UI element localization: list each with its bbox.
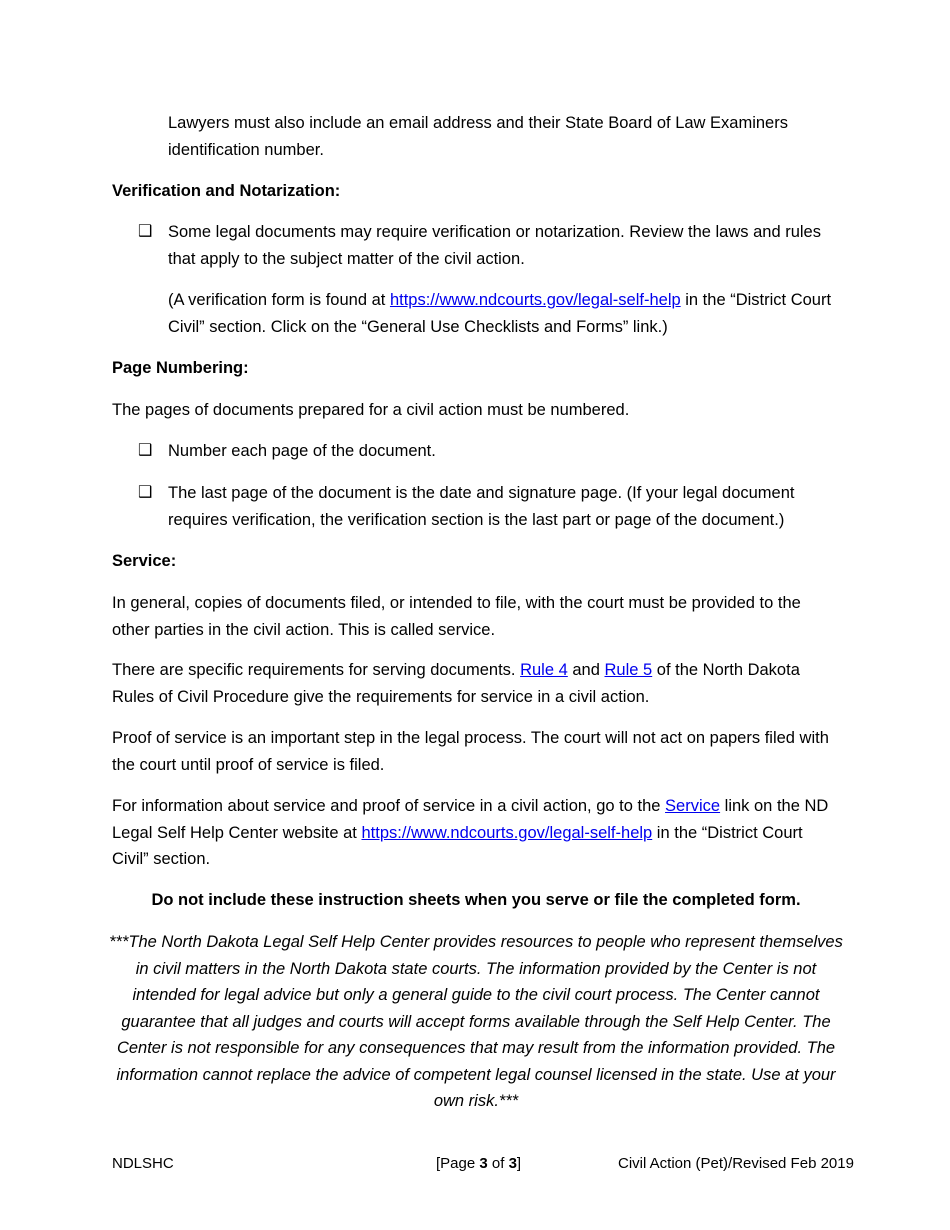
service-p4-text: For information about service and proof of service in a civil action, go to the xyxy=(112,797,666,815)
verification-heading: Verification and Notarization: xyxy=(112,182,341,200)
checkbox-icon: ❑ xyxy=(138,223,153,240)
service-p4-end: in the “District Court Civil” section. xyxy=(112,823,803,868)
instruction-notice: Do not include these instruction sheets when you serve or file the completed form. xyxy=(151,891,801,909)
footer-page-number xyxy=(436,1151,521,1177)
footer-right: Civil Action (Pet)/Revised Feb 2019 xyxy=(618,1155,854,1172)
service-paragraph-4 xyxy=(112,793,840,873)
footer-left: NDLSHC xyxy=(112,1155,174,1172)
rule-5-link[interactable]: Rule 5 xyxy=(604,661,653,679)
service-paragraph-3: Proof of service is an important step in the legal process. The court will not act on papers filed with the court until proof of service is filed. xyxy=(112,729,829,774)
page-numbering-text: The pages of documents prepared for a civil action must be numbered. xyxy=(112,401,630,419)
verification-note xyxy=(168,287,840,340)
footer-page-close: ] xyxy=(516,1155,522,1172)
verification-note-text-end: in the “District Court Civil” section. Click on the “General Use Checklists and Forms” link.) xyxy=(168,291,832,336)
footer-page-current: 3 xyxy=(479,1155,488,1172)
service-p2-text: There are specific requirements for serving documents. xyxy=(112,661,521,679)
verification-note-text: (A verification form is found at xyxy=(168,291,390,309)
checkbox-icon: ❑ xyxy=(138,484,153,501)
service-paragraph-1: In general, copies of documents filed, or intended to file, with the court must be provided to the other parties in the civil action. This is called service. xyxy=(112,594,801,639)
page-numbering-heading: Page Numbering: xyxy=(112,359,249,377)
service-p2-end: of the North Dakota Rules of Civil Procedure give the requirements for service in a civil action. xyxy=(112,661,800,706)
service-p4-mid: link on the ND Legal Self Help Center website at xyxy=(112,797,829,842)
legal-self-help-link[interactable]: https://www.ndcourts.gov/legal-self-help xyxy=(361,823,653,842)
page-numbering-item: Number each page of the document. xyxy=(168,442,436,460)
checkbox-icon: ❑ xyxy=(138,442,153,459)
legal-self-help-link[interactable]: https://www.ndcourts.gov/legal-self-help xyxy=(389,291,681,309)
disclaimer: ***The North Dakota Legal Self Help Center provides resources to people who represent themselves in civil matters in the North Dakota state courts. The information provided by the Center is not intended for legal advice but only a general guide to the civil court process. The Center cannot guarantee that all judges and courts will accept forms available through the Self Help Center. The Center is not responsible for any consequences that may result from the information provided. The information cannot replace the advice of competent legal counsel licensed in the state. Use at your own risk.*** xyxy=(109,933,843,1110)
footer-page-of: of xyxy=(487,1155,509,1172)
verification-item: Some legal documents may require verification or notarization. Review the laws and rules that apply to the subject matter of the civil action. xyxy=(168,223,821,268)
rule-4-link[interactable]: Rule 4 xyxy=(520,661,568,679)
service-heading: Service: xyxy=(112,552,177,570)
service-link[interactable]: Service xyxy=(665,797,721,815)
page-numbering-item: The last page of the document is the date and signature page. (If your legal document requires verification, the verification section is the last part or page of the document.) xyxy=(168,484,795,529)
footer-page-open: [Page xyxy=(436,1155,480,1172)
footer-page-total: 3 xyxy=(508,1155,517,1172)
service-p2-mid: and xyxy=(567,661,605,679)
intro-paragraph: Lawyers must also include an email address and their State Board of Law Examiners identification number. xyxy=(168,114,788,159)
service-paragraph-2 xyxy=(112,657,840,710)
